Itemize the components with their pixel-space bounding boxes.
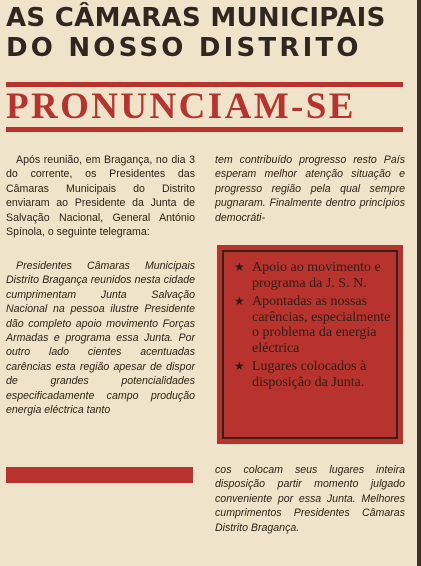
highlight-box	[217, 245, 403, 444]
decorative-red-bar	[6, 467, 193, 483]
highlight-item	[224, 359, 396, 390]
telegram-text-2: tem contribuído progresso resto País esperam melhor atenção situação e progresso região pela qual sempre pugnaram. Finalmente dentro princípios democráti-	[215, 154, 405, 224]
telegram-paragraph-1	[6, 259, 195, 417]
telegram-paragraph-3	[215, 463, 405, 535]
highlight-item	[224, 260, 396, 291]
headline	[6, 3, 406, 63]
highlight-item	[224, 294, 396, 356]
highlight-item-text: Lugares colocados à disposição da Junta.	[252, 359, 367, 390]
page-edge	[417, 0, 421, 566]
subheadline: PRONUNCIAM-SE	[6, 86, 356, 127]
star-icon: ★	[234, 260, 245, 274]
intro-text: Após reunião, em Bragança, no dia 3 do corrente, os Presidentes das Câmaras Municipais do Distrito enviaram ao Presidente da Junta de Salvação Nacional, General António Spínola, o seguinte telegrama:	[6, 154, 195, 239]
telegram-text-3: cos colocam seus lugares inteira disposição partir momento julgado conveniente por essa Junta. Melhores cumprimentos Presidentes Câmaras Distrito Bragança.	[215, 464, 405, 534]
highlight-list	[224, 252, 396, 390]
headline-line-2: DO NOSSO DISTRITO	[6, 33, 362, 63]
intro-paragraph	[6, 153, 195, 239]
telegram-text-1: Presidentes Câmaras Municipais Distrito Bragança reunidos nesta cidade cumprimentam Junta Salvação Nacional na pessoa ilustre Presidente dão completo apoio movimento Forças Armadas e programa essa Junta. Por outro lado cientes acentuadas carências esta região apesar de dispor de grandes potencialidades especificadamente campo produção energia eléctrica tanto	[6, 260, 195, 417]
highlight-item-text: Apontadas as nossas carências, especialmente o problema da energia eléctrica	[252, 294, 391, 356]
star-icon: ★	[234, 359, 245, 373]
highlight-box-frame	[222, 250, 398, 439]
subheadline-bottom-rule	[6, 127, 403, 132]
telegram-paragraph-2	[215, 153, 405, 225]
headline-line-1: AS CÂMARAS MUNICIPAIS	[6, 3, 386, 33]
highlight-item-text: Apoio ao movimento e programa da J. S. N.	[252, 260, 381, 291]
star-icon: ★	[234, 294, 245, 308]
